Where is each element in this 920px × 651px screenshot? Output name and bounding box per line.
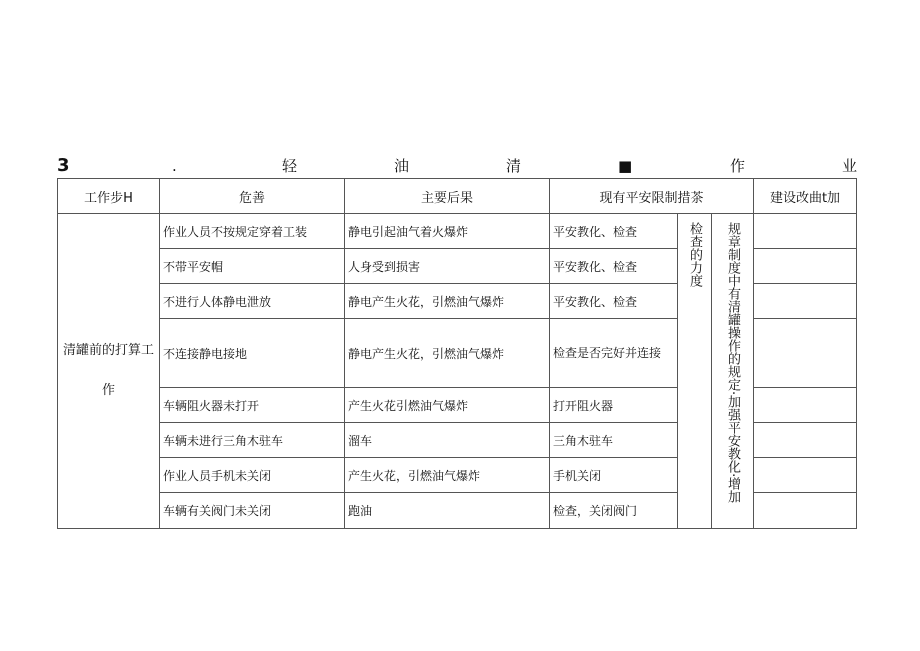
hazard-cell: 作业人员手机未关闭: [160, 458, 345, 493]
title-char: 油: [394, 157, 410, 175]
table-header-row: [58, 179, 857, 214]
suggestion-cell: [754, 249, 857, 284]
suggestion-cell: [754, 319, 857, 388]
title-char: 轻: [282, 157, 298, 175]
suggestion-cell: [754, 458, 857, 493]
section-number: 3: [57, 155, 70, 176]
control-cell-regulation: [712, 214, 754, 529]
suggestion-cell: [754, 214, 857, 249]
measure-cell: 平安教化、检查: [550, 214, 678, 249]
consequence-cell: 溜车: [345, 423, 550, 458]
measure-cell: 检查是否完好并连接: [550, 319, 678, 388]
consequence-cell: 静电产生火花，引燃油气爆炸: [345, 319, 550, 388]
measure-cell: 三角木驻车: [550, 423, 678, 458]
header-suggestion: 建设改曲t加: [754, 179, 857, 214]
hazard-cell: 作业人员不按规定穿着工装: [160, 214, 345, 249]
hazard-cell: 不带平安帽: [160, 249, 345, 284]
measure-cell: 平安教化、检查: [550, 284, 678, 319]
measure-cell: 平安教化、检查: [550, 249, 678, 284]
consequence-cell: 产生火花引燃油气爆炸: [345, 388, 550, 423]
control-text-inspection: 检查的力度: [687, 222, 702, 287]
section-title: [57, 156, 857, 178]
work-step-text: 清罐前的打算工作: [62, 343, 154, 398]
control-text-regulation: 规章制度中有清罐操作的规定·加强平安教化·增加: [725, 222, 740, 504]
title-char: 作: [730, 157, 746, 175]
measure-cell: 打开阻火器: [550, 388, 678, 423]
hazard-cell: 不进行人体静电泄放: [160, 284, 345, 319]
hazard-cell: 不连接静电接地: [160, 319, 345, 388]
consequence-cell: 人身受到损害: [345, 249, 550, 284]
header-consequence: 主要后果: [345, 179, 550, 214]
title-char: 清: [506, 157, 522, 175]
hazard-cell: 车辆阻火器未打开: [160, 388, 345, 423]
suggestion-cell: [754, 284, 857, 319]
consequence-cell: 跑油: [345, 493, 550, 529]
suggestion-cell: [754, 423, 857, 458]
suggestion-cell: [754, 388, 857, 423]
consequence-cell: 静电引起油气着火爆炸: [345, 214, 550, 249]
measure-cell: 手机关闭: [550, 458, 678, 493]
hazard-cell: 车辆未进行三角木驻车: [160, 423, 345, 458]
consequence-cell: 静电产生火花，引燃油气爆炸: [345, 284, 550, 319]
control-cell-inspection: [678, 214, 712, 529]
table-row: [58, 214, 857, 249]
header-hazard: 危善: [160, 179, 345, 214]
header-step: 工作步H: [58, 179, 160, 214]
title-char: 业: [842, 157, 858, 175]
risk-assessment-table: [57, 178, 857, 529]
title-char: ■: [618, 157, 633, 175]
title-char: .: [172, 157, 177, 175]
suggestion-cell: [754, 493, 857, 529]
measure-cell: 检查，关闭阀门: [550, 493, 678, 529]
consequence-cell: 产生火花，引燃油气爆炸: [345, 458, 550, 493]
header-measures: 现有平安限制措茶: [550, 179, 754, 214]
hazard-cell: 车辆有关阀门未关闭: [160, 493, 345, 529]
work-step-cell: [58, 214, 160, 529]
